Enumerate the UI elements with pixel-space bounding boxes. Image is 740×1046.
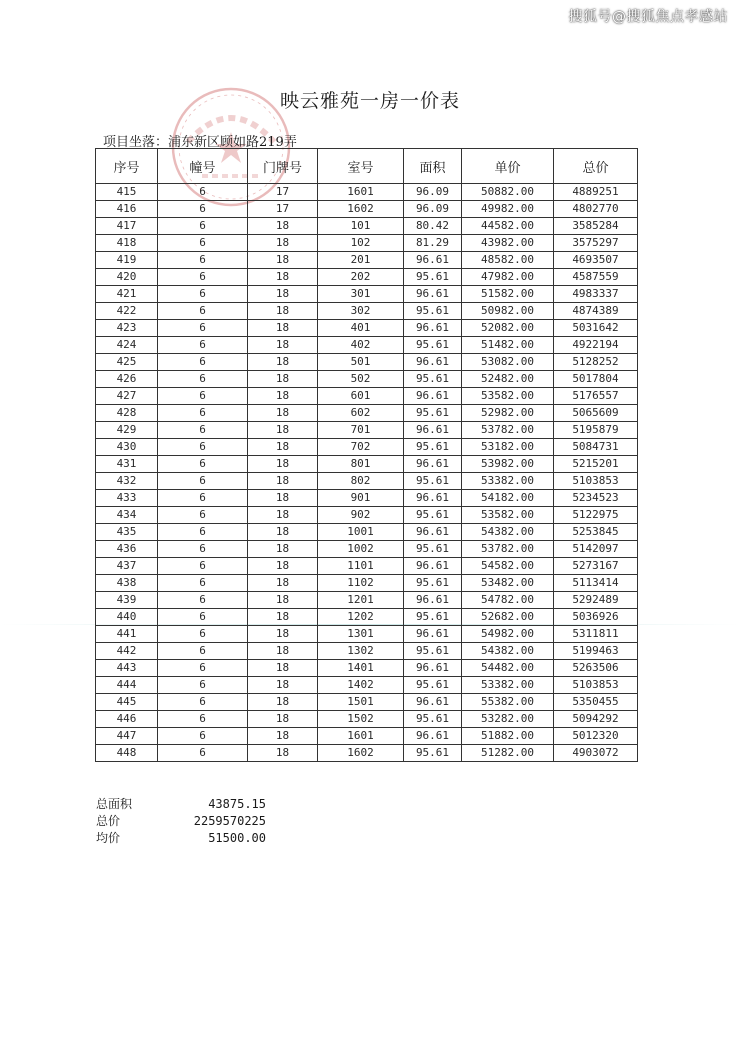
table-cell: 6 <box>158 694 248 711</box>
table-cell: 95.61 <box>404 575 462 592</box>
table-cell: 5036926 <box>554 609 638 626</box>
table-cell: 5012320 <box>554 728 638 745</box>
table-cell: 4874389 <box>554 303 638 320</box>
table-cell: 1502 <box>318 711 404 728</box>
table-cell: 54582.00 <box>462 558 554 575</box>
table-cell: 5142097 <box>554 541 638 558</box>
table-cell: 53282.00 <box>462 711 554 728</box>
table-cell: 443 <box>96 660 158 677</box>
table-cell: 95.61 <box>404 269 462 286</box>
table-cell: 95.61 <box>404 507 462 524</box>
table-cell: 5263506 <box>554 660 638 677</box>
table-cell: 6 <box>158 524 248 541</box>
table-cell: 5253845 <box>554 524 638 541</box>
table-cell: 4922194 <box>554 337 638 354</box>
table-cell: 301 <box>318 286 404 303</box>
summary-total-price <box>96 813 266 830</box>
table-row <box>96 490 638 507</box>
table-row <box>96 524 638 541</box>
table-cell: 424 <box>96 337 158 354</box>
table-cell: 6 <box>158 218 248 235</box>
table-cell: 51582.00 <box>462 286 554 303</box>
table-cell: 417 <box>96 218 158 235</box>
table-cell: 6 <box>158 388 248 405</box>
table-cell: 501 <box>318 354 404 371</box>
table-cell: 54482.00 <box>462 660 554 677</box>
table-cell: 602 <box>318 405 404 422</box>
table-cell: 1602 <box>318 745 404 762</box>
table-cell: 53782.00 <box>462 422 554 439</box>
table-cell: 447 <box>96 728 158 745</box>
table-cell: 6 <box>158 660 248 677</box>
table-cell: 6 <box>158 558 248 575</box>
table-cell: 802 <box>318 473 404 490</box>
table-cell: 4983337 <box>554 286 638 303</box>
table-cell: 18 <box>248 558 318 575</box>
table-row <box>96 541 638 558</box>
table-cell: 5195879 <box>554 422 638 439</box>
table-cell: 52982.00 <box>462 405 554 422</box>
table-cell: 4903072 <box>554 745 638 762</box>
table-cell: 439 <box>96 592 158 609</box>
table-header-row <box>96 149 638 184</box>
table-cell: 96.61 <box>404 660 462 677</box>
table-cell: 18 <box>248 541 318 558</box>
table-cell: 3575297 <box>554 235 638 252</box>
table-cell: 1602 <box>318 201 404 218</box>
table-cell: 18 <box>248 371 318 388</box>
table-cell: 44582.00 <box>462 218 554 235</box>
table-cell: 422 <box>96 303 158 320</box>
table-cell: 202 <box>318 269 404 286</box>
table-cell: 440 <box>96 609 158 626</box>
table-cell: 1302 <box>318 643 404 660</box>
table-cell: 1102 <box>318 575 404 592</box>
page-title: 映云雅苑一房一价表 <box>279 90 460 112</box>
table-cell: 6 <box>158 643 248 660</box>
column-header: 序号 <box>96 149 158 184</box>
table-cell: 47982.00 <box>462 269 554 286</box>
table-cell: 53982.00 <box>462 456 554 473</box>
table-cell: 96.61 <box>404 456 462 473</box>
table-cell: 6 <box>158 507 248 524</box>
table-cell: 6 <box>158 337 248 354</box>
table-cell: 96.61 <box>404 422 462 439</box>
table-cell: 49982.00 <box>462 201 554 218</box>
table-cell: 701 <box>318 422 404 439</box>
table-cell: 4889251 <box>554 184 638 201</box>
table-cell: 4587559 <box>554 269 638 286</box>
table-cell: 52682.00 <box>462 609 554 626</box>
table-cell: 435 <box>96 524 158 541</box>
table-cell: 5128252 <box>554 354 638 371</box>
table-cell: 96.61 <box>404 592 462 609</box>
table-cell: 18 <box>248 575 318 592</box>
summary-avg-price <box>96 830 266 847</box>
total-area-label: 总面积 <box>96 797 133 811</box>
table-cell: 48582.00 <box>462 252 554 269</box>
table-cell: 96.61 <box>404 558 462 575</box>
table-cell: 18 <box>248 354 318 371</box>
table-cell: 427 <box>96 388 158 405</box>
table-cell: 434 <box>96 507 158 524</box>
table-cell: 53182.00 <box>462 439 554 456</box>
table-cell: 5084731 <box>554 439 638 456</box>
table-cell: 95.61 <box>404 371 462 388</box>
table-cell: 101 <box>318 218 404 235</box>
table-row <box>96 439 638 456</box>
table-cell: 54382.00 <box>462 643 554 660</box>
price-table <box>95 148 638 762</box>
table-cell: 95.61 <box>404 439 462 456</box>
table-row <box>96 235 638 252</box>
project-location: 项目坐落：浦东新区顾如路219弄 <box>103 135 297 150</box>
table-cell: 18 <box>248 218 318 235</box>
table-row <box>96 677 638 694</box>
table-cell: 18 <box>248 456 318 473</box>
table-cell: 431 <box>96 456 158 473</box>
table-row <box>96 201 638 218</box>
table-cell: 801 <box>318 456 404 473</box>
table-row <box>96 728 638 745</box>
table-cell: 53782.00 <box>462 541 554 558</box>
table-row <box>96 218 638 235</box>
table-cell: 95.61 <box>404 473 462 490</box>
table-row <box>96 643 638 660</box>
summary-total-area <box>96 796 266 813</box>
table-cell: 18 <box>248 745 318 762</box>
table-cell: 1001 <box>318 524 404 541</box>
table-cell: 17 <box>248 184 318 201</box>
table-cell: 201 <box>318 252 404 269</box>
table-cell: 96.61 <box>404 388 462 405</box>
table-cell: 448 <box>96 745 158 762</box>
table-cell: 1301 <box>318 626 404 643</box>
table-cell: 53382.00 <box>462 473 554 490</box>
table-cell: 1202 <box>318 609 404 626</box>
table-cell: 95.61 <box>404 677 462 694</box>
table-cell: 6 <box>158 201 248 218</box>
table-row <box>96 371 638 388</box>
table-cell: 43982.00 <box>462 235 554 252</box>
table-cell: 6 <box>158 473 248 490</box>
table-cell: 6 <box>158 745 248 762</box>
table-body <box>96 184 638 762</box>
table-cell: 6 <box>158 609 248 626</box>
table-cell: 5065609 <box>554 405 638 422</box>
table-cell: 5176557 <box>554 388 638 405</box>
table-cell: 96.09 <box>404 201 462 218</box>
table-cell: 418 <box>96 235 158 252</box>
column-header: 室号 <box>318 149 404 184</box>
table-cell: 5199463 <box>554 643 638 660</box>
table-row <box>96 558 638 575</box>
table-cell: 50982.00 <box>462 303 554 320</box>
table-cell: 437 <box>96 558 158 575</box>
table-cell: 421 <box>96 286 158 303</box>
table-cell: 54182.00 <box>462 490 554 507</box>
table-row <box>96 745 638 762</box>
table-cell: 425 <box>96 354 158 371</box>
table-cell: 5215201 <box>554 456 638 473</box>
table-cell: 1601 <box>318 184 404 201</box>
table-cell: 6 <box>158 711 248 728</box>
table-cell: 6 <box>158 320 248 337</box>
table-cell: 6 <box>158 286 248 303</box>
table-cell: 18 <box>248 626 318 643</box>
table-cell: 95.61 <box>404 337 462 354</box>
table-cell: 1201 <box>318 592 404 609</box>
table-cell: 432 <box>96 473 158 490</box>
table-cell: 5350455 <box>554 694 638 711</box>
table-cell: 5094292 <box>554 711 638 728</box>
table-cell: 54782.00 <box>462 592 554 609</box>
table-cell: 18 <box>248 524 318 541</box>
table-row <box>96 456 638 473</box>
table-row <box>96 575 638 592</box>
table-cell: 50882.00 <box>462 184 554 201</box>
table-row <box>96 609 638 626</box>
table-cell: 4693507 <box>554 252 638 269</box>
total-price-label: 总价 <box>96 814 121 828</box>
table-cell: 95.61 <box>404 609 462 626</box>
table-cell: 96.61 <box>404 320 462 337</box>
table-row <box>96 626 638 643</box>
table-cell: 5113414 <box>554 575 638 592</box>
table-row <box>96 269 638 286</box>
table-cell: 17 <box>248 201 318 218</box>
table-row <box>96 405 638 422</box>
table-cell: 6 <box>158 269 248 286</box>
table-cell: 429 <box>96 422 158 439</box>
table-cell: 902 <box>318 507 404 524</box>
table-row <box>96 184 638 201</box>
table-cell: 18 <box>248 728 318 745</box>
column-header: 幢号 <box>158 149 248 184</box>
total-price-value: 2259570225 <box>193 814 266 828</box>
table-cell: 51882.00 <box>462 728 554 745</box>
table-cell: 3585284 <box>554 218 638 235</box>
column-header: 面积 <box>404 149 462 184</box>
table-cell: 1101 <box>318 558 404 575</box>
table-cell: 96.61 <box>404 286 462 303</box>
table-cell: 702 <box>318 439 404 456</box>
table-cell: 6 <box>158 490 248 507</box>
watermark-text: 搜狐号@搜狐焦点孝感站 <box>568 9 728 25</box>
table-cell: 53382.00 <box>462 677 554 694</box>
table-cell: 18 <box>248 286 318 303</box>
table-cell: 436 <box>96 541 158 558</box>
table-row <box>96 473 638 490</box>
table-cell: 428 <box>96 405 158 422</box>
table-cell: 302 <box>318 303 404 320</box>
table-cell: 5292489 <box>554 592 638 609</box>
table-cell: 445 <box>96 694 158 711</box>
table-cell: 6 <box>158 252 248 269</box>
table-cell: 423 <box>96 320 158 337</box>
table-cell: 18 <box>248 269 318 286</box>
table-cell: 6 <box>158 235 248 252</box>
table-cell: 426 <box>96 371 158 388</box>
table-cell: 6 <box>158 422 248 439</box>
table-cell: 18 <box>248 473 318 490</box>
table-cell: 96.61 <box>404 694 462 711</box>
table-cell: 5122975 <box>554 507 638 524</box>
table-row <box>96 507 638 524</box>
table-cell: 5234523 <box>554 490 638 507</box>
table-cell: 6 <box>158 575 248 592</box>
table-cell: 419 <box>96 252 158 269</box>
table-cell: 18 <box>248 422 318 439</box>
table-cell: 95.61 <box>404 303 462 320</box>
table-cell: 442 <box>96 643 158 660</box>
table-cell: 96.61 <box>404 626 462 643</box>
table-cell: 444 <box>96 677 158 694</box>
table-cell: 55382.00 <box>462 694 554 711</box>
table-cell: 18 <box>248 252 318 269</box>
table-cell: 95.61 <box>404 643 462 660</box>
table-cell: 96.61 <box>404 490 462 507</box>
table-cell: 5031642 <box>554 320 638 337</box>
table-cell: 18 <box>248 235 318 252</box>
table-cell: 102 <box>318 235 404 252</box>
table-row <box>96 320 638 337</box>
table-cell: 80.42 <box>404 218 462 235</box>
table-cell: 5273167 <box>554 558 638 575</box>
table-cell: 96.61 <box>404 524 462 541</box>
table-cell: 18 <box>248 677 318 694</box>
table-cell: 401 <box>318 320 404 337</box>
table-cell: 430 <box>96 439 158 456</box>
table-cell: 52082.00 <box>462 320 554 337</box>
table-cell: 6 <box>158 541 248 558</box>
table-cell: 18 <box>248 388 318 405</box>
table-cell: 5103853 <box>554 473 638 490</box>
table-cell: 601 <box>318 388 404 405</box>
column-header: 门牌号 <box>248 149 318 184</box>
table-row <box>96 286 638 303</box>
avg-price-value: 51500.00 <box>208 831 266 845</box>
table-cell: 6 <box>158 456 248 473</box>
column-header: 单价 <box>462 149 554 184</box>
table-cell: 53482.00 <box>462 575 554 592</box>
table-row <box>96 660 638 677</box>
table-cell: 6 <box>158 184 248 201</box>
table-cell: 18 <box>248 490 318 507</box>
table-cell: 1402 <box>318 677 404 694</box>
table-cell: 95.61 <box>404 541 462 558</box>
table-cell: 18 <box>248 303 318 320</box>
table-cell: 1601 <box>318 728 404 745</box>
table-cell: 18 <box>248 337 318 354</box>
table-cell: 1002 <box>318 541 404 558</box>
table-row <box>96 711 638 728</box>
table-cell: 96.61 <box>404 354 462 371</box>
table-cell: 502 <box>318 371 404 388</box>
table-row <box>96 337 638 354</box>
table-cell: 6 <box>158 405 248 422</box>
table-cell: 1401 <box>318 660 404 677</box>
table-cell: 18 <box>248 320 318 337</box>
table-cell: 433 <box>96 490 158 507</box>
table-cell: 96.61 <box>404 252 462 269</box>
table-row <box>96 354 638 371</box>
table-cell: 438 <box>96 575 158 592</box>
table-cell: 18 <box>248 609 318 626</box>
table-cell: 6 <box>158 592 248 609</box>
table-cell: 18 <box>248 439 318 456</box>
table-cell: 81.29 <box>404 235 462 252</box>
table-cell: 901 <box>318 490 404 507</box>
table-cell: 402 <box>318 337 404 354</box>
table-cell: 96.61 <box>404 728 462 745</box>
table-cell: 5311811 <box>554 626 638 643</box>
table-row <box>96 592 638 609</box>
table-row <box>96 252 638 269</box>
table-cell: 6 <box>158 439 248 456</box>
table-row <box>96 694 638 711</box>
table-cell: 18 <box>248 660 318 677</box>
table-cell: 6 <box>158 626 248 643</box>
column-header: 总价 <box>554 149 638 184</box>
table-cell: 6 <box>158 371 248 388</box>
table-cell: 6 <box>158 728 248 745</box>
table-cell: 54982.00 <box>462 626 554 643</box>
table-cell: 5017804 <box>554 371 638 388</box>
table-cell: 18 <box>248 694 318 711</box>
table-cell: 5103853 <box>554 677 638 694</box>
table-cell: 6 <box>158 677 248 694</box>
table-cell: 415 <box>96 184 158 201</box>
table-cell: 52482.00 <box>462 371 554 388</box>
table-cell: 18 <box>248 507 318 524</box>
table-cell: 95.61 <box>404 405 462 422</box>
table-cell: 95.61 <box>404 711 462 728</box>
table-cell: 18 <box>248 405 318 422</box>
table-cell: 96.09 <box>404 184 462 201</box>
summary-block <box>96 796 266 847</box>
table-cell: 51282.00 <box>462 745 554 762</box>
table-cell: 6 <box>158 354 248 371</box>
table-cell: 18 <box>248 643 318 660</box>
table-row <box>96 303 638 320</box>
table-cell: 54382.00 <box>462 524 554 541</box>
table-cell: 53582.00 <box>462 388 554 405</box>
table-cell: 4802770 <box>554 201 638 218</box>
table-row <box>96 422 638 439</box>
table-cell: 95.61 <box>404 745 462 762</box>
table-cell: 1501 <box>318 694 404 711</box>
table-cell: 51482.00 <box>462 337 554 354</box>
total-area-value: 43875.15 <box>208 797 266 811</box>
avg-price-label: 均价 <box>96 831 121 845</box>
table-cell: 441 <box>96 626 158 643</box>
table-cell: 18 <box>248 592 318 609</box>
table-cell: 18 <box>248 711 318 728</box>
table-cell: 53082.00 <box>462 354 554 371</box>
table-row <box>96 388 638 405</box>
table-cell: 446 <box>96 711 158 728</box>
table-cell: 420 <box>96 269 158 286</box>
table-cell: 416 <box>96 201 158 218</box>
table-cell: 6 <box>158 303 248 320</box>
table-cell: 53582.00 <box>462 507 554 524</box>
